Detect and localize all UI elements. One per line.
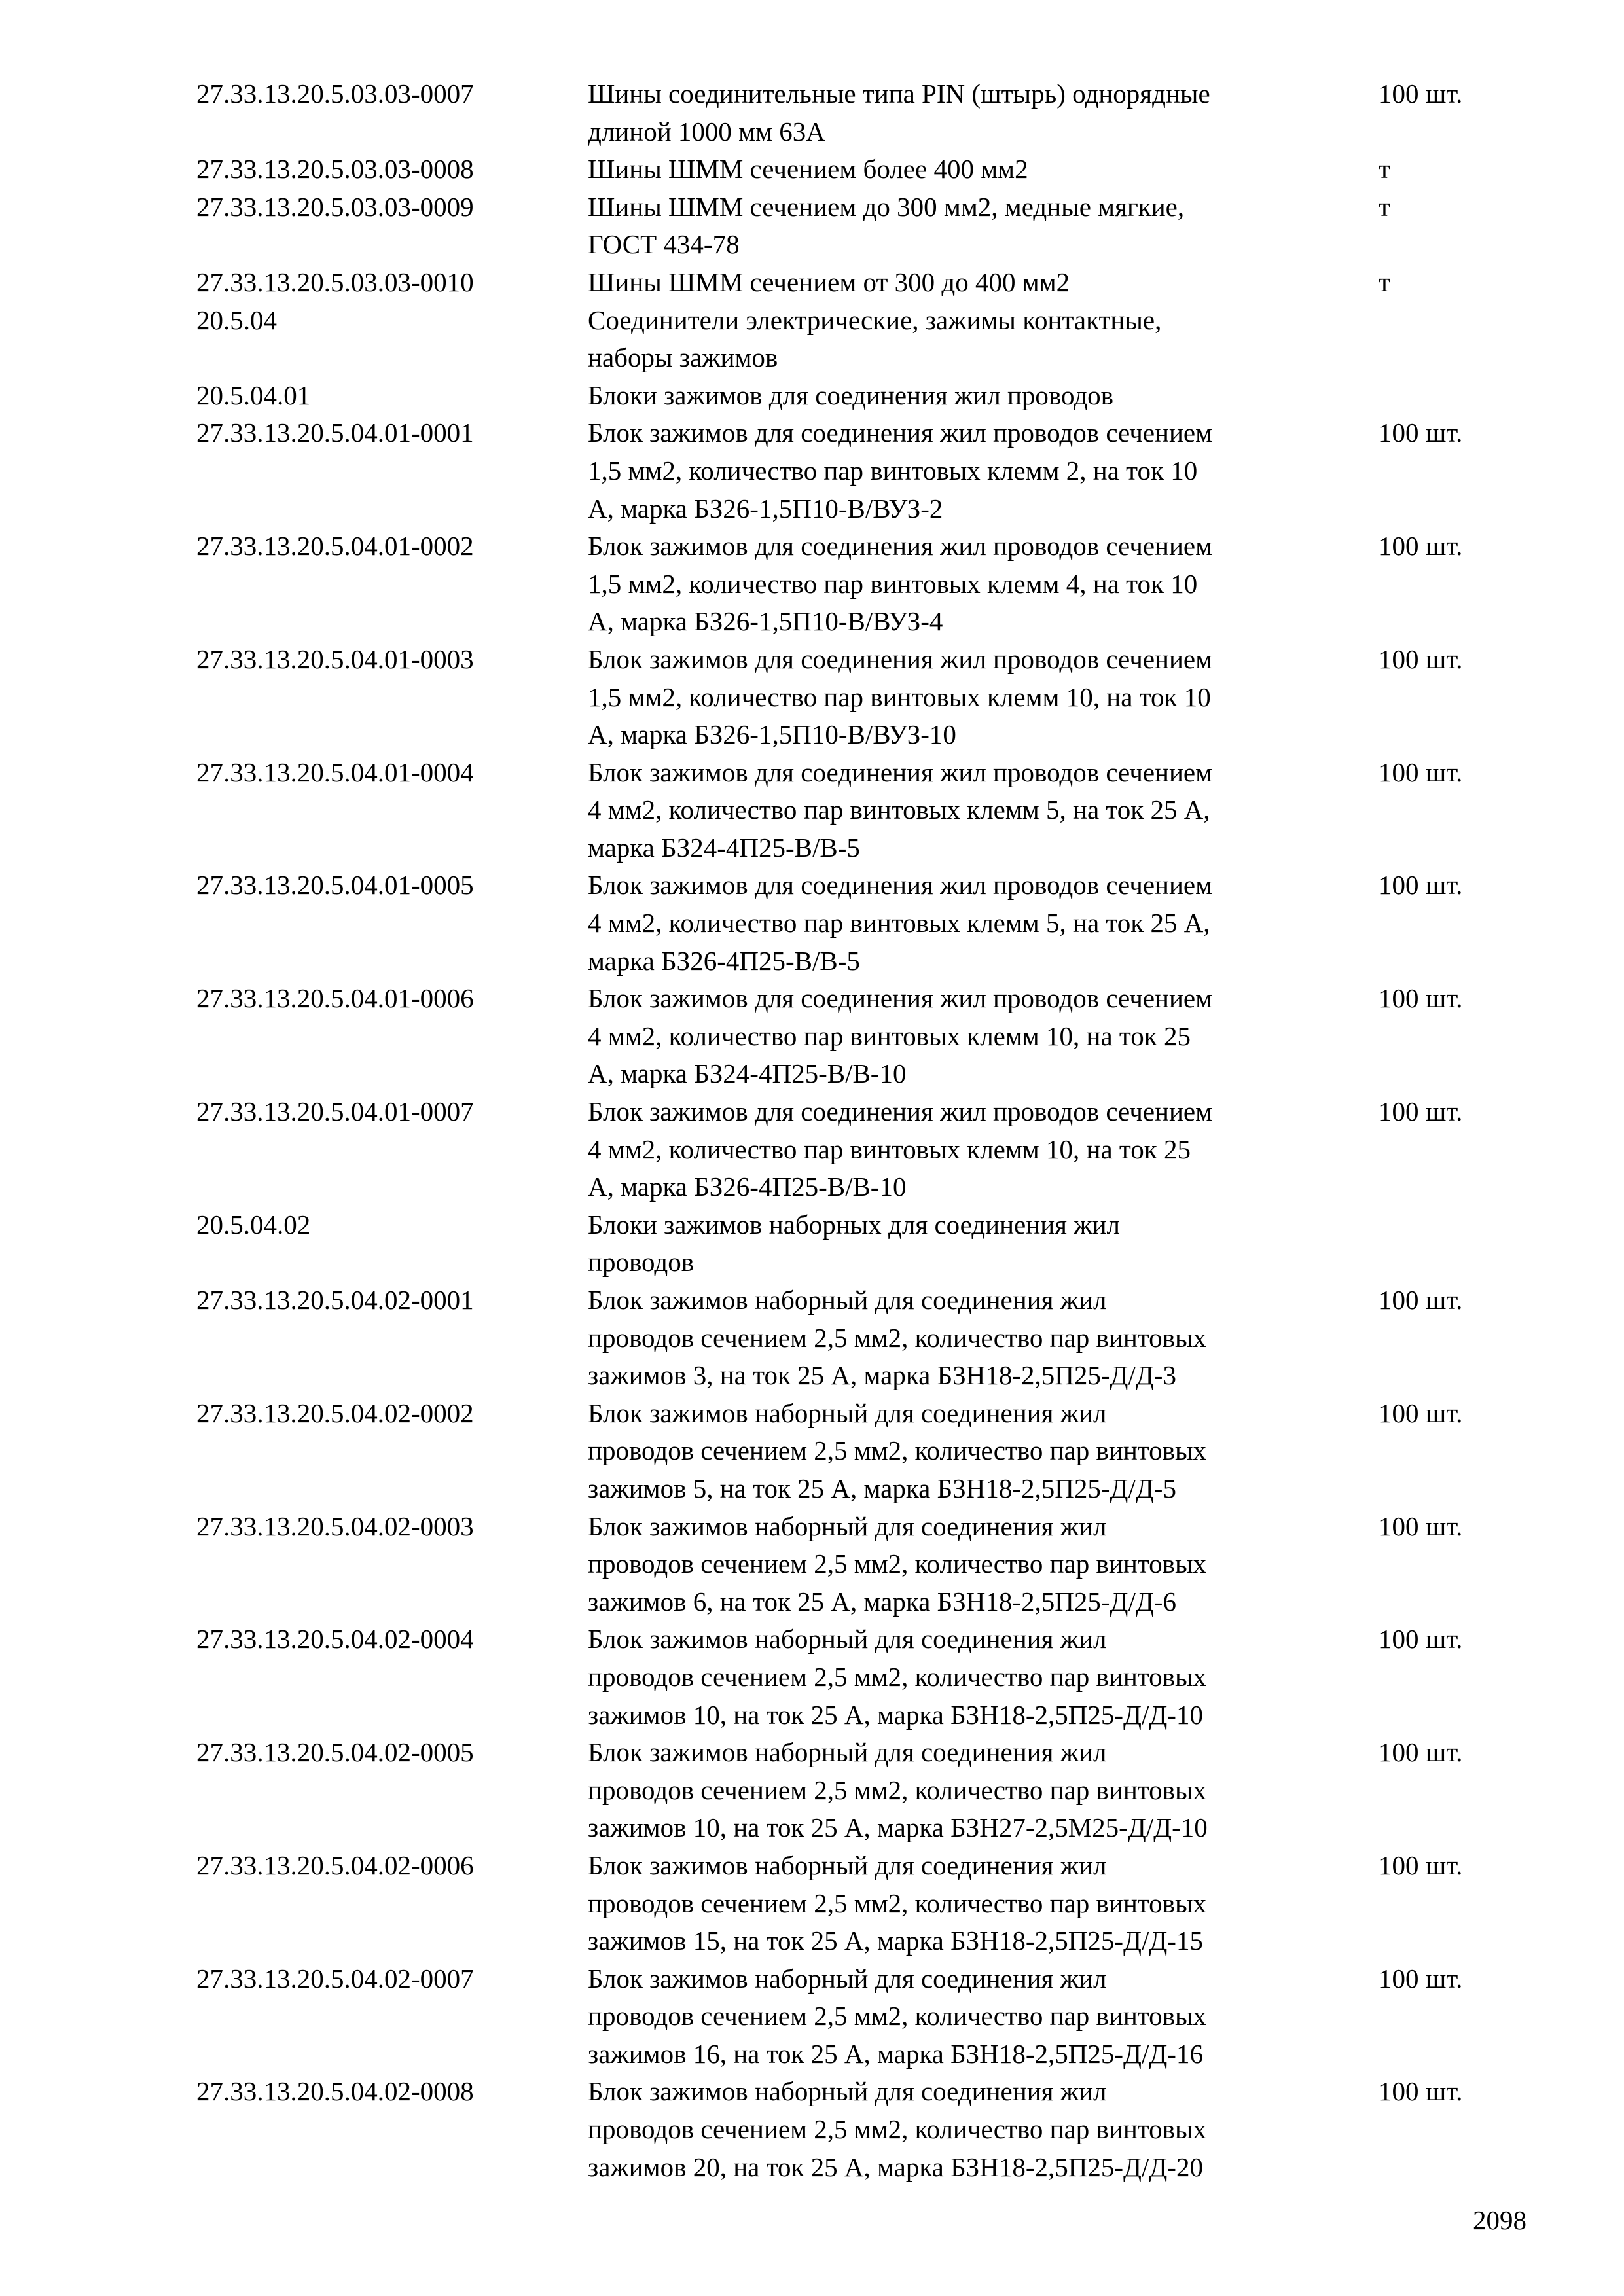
catalog-item-row (196, 1621, 1492, 1734)
item-unit: 100 шт. (1379, 1963, 1463, 1994)
catalog-item-row (196, 641, 1492, 754)
catalog-item-row (196, 2073, 1492, 2186)
item-code: 20.5.04.01 (196, 380, 311, 410)
catalog-item-row (196, 264, 1492, 302)
item-description: Блок зажимов для соединения жил проводов сечением 1,5 мм2, количество пар винтовых клемм 2, на ток 10 А, марка БЗ26-1,5П10-В/ВУЗ-2 (588, 418, 1213, 524)
catalog-item-row (196, 151, 1492, 188)
item-description: Блок зажимов наборный для соединения жил проводов сечением 2,5 мм2, количество пар винтовых зажимов 10, на ток 25 А, марка БЗН27-2,5М25-Д/Д-10 (588, 1737, 1208, 1843)
item-description: Блок зажимов для соединения жил проводов сечением 4 мм2, количество пар винтовых клемм 5, на ток 25 А, марка БЗ26-4П25-В/В-5 (588, 870, 1213, 976)
item-unit: 100 шт. (1379, 643, 1463, 674)
catalog-item-row (196, 1960, 1492, 2073)
item-unit: 100 шт. (1379, 983, 1463, 1014)
item-unit: 100 шт. (1379, 1285, 1463, 1315)
item-description: Блок зажимов наборный для соединения жил проводов сечением 2,5 мм2, количество пар винтовых зажимов 20, на ток 25 А, марка БЗН18-2,5П25-Д/Д-20 (588, 2076, 1207, 2182)
item-code: 27.33.13.20.5.03.03-0009 (196, 191, 474, 222)
page-number: 2098 (1473, 2205, 1526, 2235)
item-unit: 100 шт. (1379, 2076, 1463, 2107)
item-description: Блоки зажимов наборных для соединения жил проводов (588, 1209, 1120, 1278)
item-description: Блок зажимов для соединения жил проводов сечением 4 мм2, количество пар винтовых клемм 10, на ток 25 А, марка БЗ26-4П25-В/В-10 (588, 1096, 1213, 1202)
item-description: Блок зажимов для соединения жил проводов сечением 4 мм2, количество пар винтовых клемм 5, на ток 25 А, марка БЗ24-4П25-В/В-5 (588, 757, 1213, 863)
item-code: 27.33.13.20.5.04.01-0003 (196, 643, 474, 674)
item-code: 27.33.13.20.5.04.02-0004 (196, 1624, 474, 1655)
catalog-item-row (196, 414, 1492, 528)
item-description: Блок зажимов наборный для соединения жил проводов сечением 2,5 мм2, количество пар винтовых зажимов 15, на ток 25 А, марка БЗН18-2,5П25-Д/Д-15 (588, 1850, 1207, 1956)
item-unit: 100 шт. (1379, 870, 1463, 901)
item-description: Блок зажимов для соединения жил проводов сечением 4 мм2, количество пар винтовых клемм 10, на ток 25 А, марка БЗ24-4П25-В/В-10 (588, 983, 1213, 1089)
item-unit: 100 шт. (1379, 1096, 1463, 1127)
item-code: 27.33.13.20.5.03.03-0007 (196, 79, 474, 109)
item-code: 27.33.13.20.5.04.02-0002 (196, 1397, 474, 1428)
item-description: Блок зажимов наборный для соединения жил проводов сечением 2,5 мм2, количество пар винтовых зажимов 5, на ток 25 А, марка БЗН18-2,5П25-Д/Д-5 (588, 1397, 1207, 1503)
catalog-entries (196, 75, 1492, 2186)
item-code: 27.33.13.20.5.04.01-0006 (196, 983, 474, 1014)
item-code: 27.33.13.20.5.04.01-0007 (196, 1096, 474, 1127)
item-unit: 100 шт. (1379, 418, 1463, 448)
catalog-section-heading-row (196, 377, 1492, 415)
catalog-item-row (196, 1282, 1492, 1395)
item-code: 27.33.13.20.5.03.03-0008 (196, 154, 474, 185)
item-unit: 100 шт. (1379, 1511, 1463, 1541)
item-code: 27.33.13.20.5.04.02-0006 (196, 1850, 474, 1880)
catalog-item-row (196, 1734, 1492, 1847)
item-unit: т (1379, 154, 1390, 185)
item-code: 27.33.13.20.5.04.02-0003 (196, 1511, 474, 1541)
catalog-item-row (196, 754, 1492, 867)
catalog-item-row (196, 1508, 1492, 1621)
catalog-item-row (196, 75, 1492, 151)
catalog-item-row (196, 867, 1492, 980)
catalog-item-row (196, 528, 1492, 641)
item-description: Блок зажимов наборный для соединения жил проводов сечением 2,5 мм2, количество пар винтовых зажимов 3, на ток 25 А, марка БЗН18-2,5П25-Д/Д-3 (588, 1285, 1207, 1391)
item-code: 20.5.04 (196, 304, 277, 335)
item-description: Блок зажимов наборный для соединения жил проводов сечением 2,5 мм2, количество пар винтовых зажимов 10, на ток 25 А, марка БЗН18-2,5П25-Д/Д-10 (588, 1624, 1207, 1730)
item-code: 27.33.13.20.5.04.02-0008 (196, 2076, 474, 2107)
catalog-item-row (196, 1395, 1492, 1508)
catalog-item-row (196, 188, 1492, 264)
catalog-section-heading-row (196, 1206, 1492, 1282)
item-code: 27.33.13.20.5.04.01-0005 (196, 870, 474, 901)
item-code: 27.33.13.20.5.03.03-0010 (196, 266, 474, 297)
item-code: 27.33.13.20.5.04.01-0001 (196, 418, 474, 448)
item-unit: 100 шт. (1379, 1624, 1463, 1655)
item-description: Блок зажимов наборный для соединения жил проводов сечением 2,5 мм2, количество пар винтовых зажимов 6, на ток 25 А, марка БЗН18-2,5П25-Д/Д-6 (588, 1511, 1207, 1617)
item-unit: т (1379, 191, 1390, 222)
item-code: 27.33.13.20.5.04.01-0002 (196, 531, 474, 562)
catalog-item-row (196, 1847, 1492, 1960)
item-description: Блоки зажимов для соединения жил проводов (588, 380, 1114, 410)
catalog-item-row (196, 980, 1492, 1093)
item-unit: т (1379, 266, 1390, 297)
item-unit: 100 шт. (1379, 531, 1463, 562)
catalog-section-heading-row (196, 302, 1492, 377)
item-code: 27.33.13.20.5.04.02-0005 (196, 1737, 474, 1768)
item-code: 27.33.13.20.5.04.02-0001 (196, 1285, 474, 1315)
item-description: Блок зажимов для соединения жил проводов сечением 1,5 мм2, количество пар винтовых клемм 4, на ток 10 А, марка БЗ26-1,5П10-В/ВУЗ-4 (588, 531, 1213, 637)
item-unit: 100 шт. (1379, 1397, 1463, 1428)
item-description: Блок зажимов для соединения жил проводов сечением 1,5 мм2, количество пар винтовых клемм 10, на ток 10 А, марка БЗ26-1,5П10-В/ВУЗ-10 (588, 643, 1213, 750)
item-code: 27.33.13.20.5.04.02-0007 (196, 1963, 474, 1994)
item-description: Шины ШММ сечением более 400 мм2 (588, 154, 1028, 185)
item-code: 27.33.13.20.5.04.01-0004 (196, 757, 474, 787)
catalog-item-row (196, 1093, 1492, 1206)
item-code: 20.5.04.02 (196, 1209, 311, 1240)
item-description: Шины ШММ сечением до 300 мм2, медные мягкие, ГОСТ 434-78 (588, 191, 1185, 260)
item-description: Блок зажимов наборный для соединения жил проводов сечением 2,5 мм2, количество пар винтовых зажимов 16, на ток 25 А, марка БЗН18-2,5П25-Д/Д-16 (588, 1963, 1207, 2069)
item-unit: 100 шт. (1379, 79, 1463, 109)
item-description: Соединители электрические, зажимы контактные, наборы зажимов (588, 304, 1162, 373)
item-description: Шины соединительные типа PIN (штырь) однорядные длиной 1000 мм 63А (588, 79, 1210, 147)
item-unit: 100 шт. (1379, 1737, 1463, 1768)
item-description: Шины ШММ сечением от 300 до 400 мм2 (588, 266, 1070, 297)
item-unit: 100 шт. (1379, 1850, 1463, 1880)
item-unit: 100 шт. (1379, 757, 1463, 787)
